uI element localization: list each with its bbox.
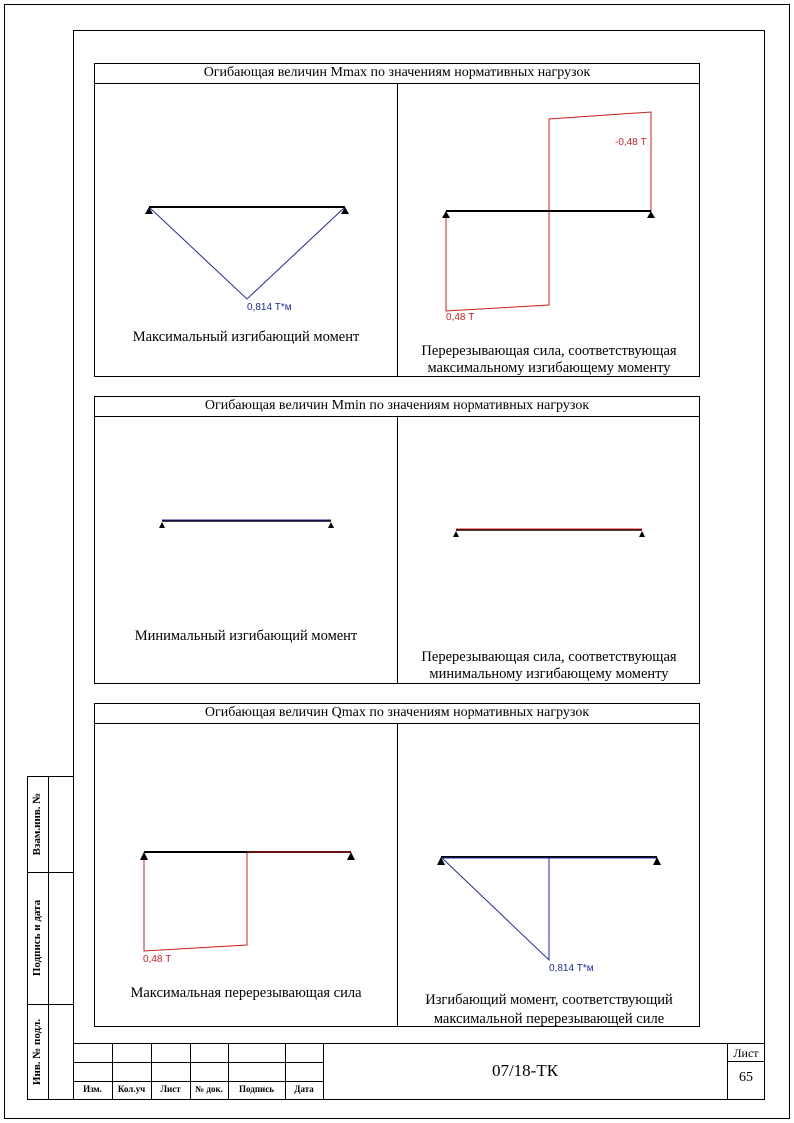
moment-diagram-qmax <box>397 723 701 1027</box>
stamp-podpis-label: Подпись и дата <box>31 899 43 977</box>
header-podpis: Подпись <box>239 1084 274 1094</box>
panel-title: Огибающая величин Mmin по значениям нормативных нагрузок <box>95 397 699 417</box>
panel-caption-right-2: максимальной перерезывающей силе <box>433 1011 665 1027</box>
panel-caption-right-1: Перерезывающая сила, соответствующая <box>421 343 677 359</box>
grid-line <box>727 1061 765 1062</box>
panel-caption-left: Максимальная перерезывающая сила <box>130 985 362 1001</box>
panel-mmax <box>94 63 700 377</box>
shear-diagram-mmax <box>397 83 701 377</box>
panel-caption-right-1: Изгибающий момент, соответствующий <box>425 992 673 1008</box>
header-list: Лист <box>160 1084 181 1094</box>
sheet-label: Лист <box>733 1046 759 1060</box>
panel-qmax <box>94 703 700 1027</box>
header-izm: Изм. <box>83 1084 102 1094</box>
header-doc: № док. <box>195 1084 223 1094</box>
panel-title: Огибающая величин Mmax по значениям нормативных нагрузок <box>95 64 699 84</box>
side-stamp <box>27 776 74 1100</box>
panel-mmin <box>94 396 700 684</box>
shear-diagram-qmax <box>95 723 395 1027</box>
stamp-inv-label: Инв. № подл. <box>31 1018 43 1086</box>
side-stamp-divider <box>48 777 49 1099</box>
title-block <box>73 1043 765 1101</box>
shear-top-label: -0,48 Т <box>615 137 647 148</box>
shear-bottom-label: 0,48 Т <box>446 312 475 323</box>
panel-title: Огибающая величин Qmax по значениям нормативных нагрузок <box>95 704 699 724</box>
panel-caption-left: Максимальный изгибающий момент <box>132 329 360 345</box>
shear-value-label: 0,48 Т <box>143 954 172 965</box>
panel-caption-right-2: максимальному изгибающему моменту <box>427 360 671 376</box>
panel-caption-right-2: минимальному изгибающему моменту <box>429 666 669 682</box>
panel-caption-left: Минимальный изгибающий момент <box>134 628 358 644</box>
moment-value-label: 0,814 Т*м <box>247 302 292 313</box>
header-kol-uch: Кол.уч <box>117 1084 146 1094</box>
moment-value-label: 0,814 Т*м <box>549 963 594 974</box>
document-code: 07/18-ТК <box>491 1061 559 1080</box>
shear-diagram-mmin <box>397 416 701 684</box>
header-data: Дата <box>294 1084 314 1094</box>
panel-caption-right-1: Перерезывающая сила, соответствующая <box>421 649 677 665</box>
sheet-number: 65 <box>739 1070 753 1085</box>
stamp-vzam-label: Взам.инв. № <box>31 792 43 856</box>
